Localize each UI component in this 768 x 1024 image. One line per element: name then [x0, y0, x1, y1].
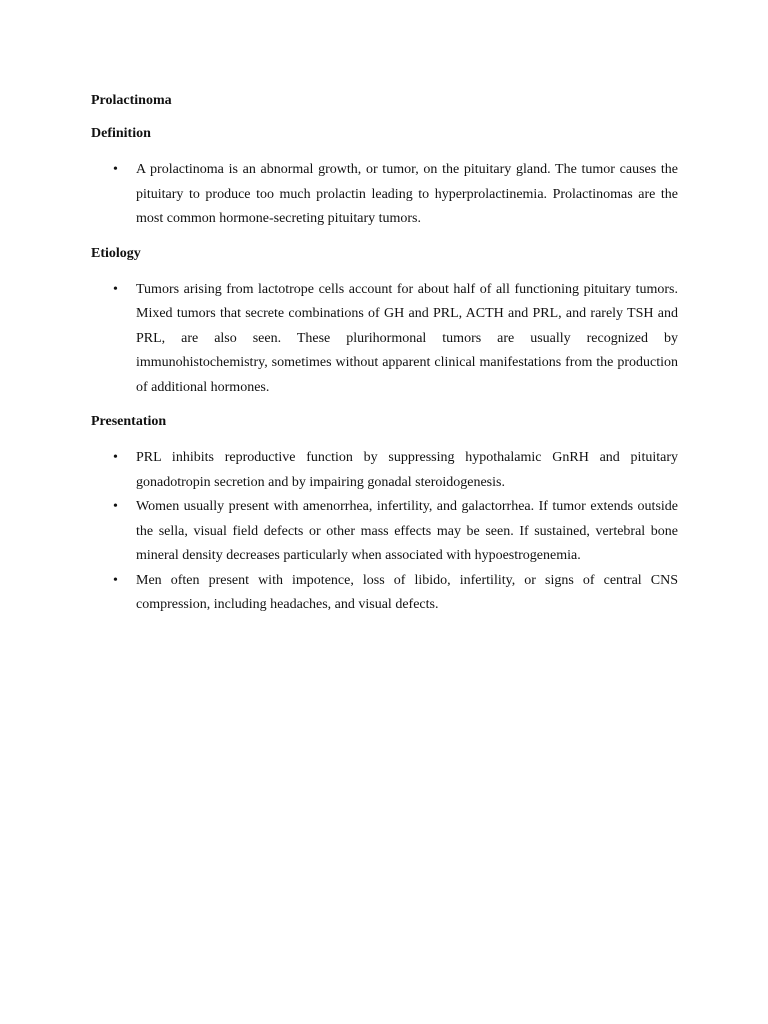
bullet-text: Women usually present with amenorrhea, infertility, and galactorrhea. If tumor extends outside the sella, visual field defects or other mass effects may be seen. If sustained, vertebral bone mineral density decreases particularly when associated with hypoestrogenemia.	[136, 499, 678, 563]
list-item	[91, 158, 678, 232]
bullet-icon: •	[113, 572, 118, 588]
section-heading-etiology: Etiology	[91, 245, 141, 261]
bullet-list-presentation	[91, 446, 678, 618]
section-presentation	[91, 412, 678, 618]
document-title: Prolactinoma	[91, 93, 172, 108]
bullet-icon: •	[113, 450, 118, 465]
bullet-text: PRL inhibits reproductive function by suppressing hypothalamic GnRH and pituitary gonadotropin secretion and by impairing gonadal steroidogenesis.	[136, 450, 678, 490]
bullet-list-definition	[91, 158, 678, 232]
bullet-text: A prolactinoma is an abnormal growth, or tumor, on the pituitary gland. The tumor causes the pituitary to produce too much prolactin leading to hyperprolactinemia. Prolactinomas are the most common hormone-secreting pituitary tumors.	[136, 162, 678, 226]
bullet-text: Men often present with impotence, loss of libido, infertility, or signs of central CNS compression, including headaches, and visual defects.	[136, 572, 678, 612]
list-item	[91, 495, 678, 569]
list-item	[91, 446, 678, 495]
bullet-icon: •	[113, 281, 118, 297]
list-item	[91, 569, 678, 618]
section-heading-definition: Definition	[91, 126, 151, 141]
bullet-icon: •	[113, 499, 118, 514]
bullet-list-etiology	[91, 278, 678, 401]
section-definition	[91, 124, 678, 232]
bullet-icon: •	[113, 162, 118, 177]
section-heading-presentation: Presentation	[91, 414, 167, 429]
document-body	[91, 91, 678, 630]
list-item	[91, 278, 678, 401]
section-etiology	[91, 244, 678, 401]
bullet-text: Tumors arising from lactotrope cells account for about half of all functioning pituitary tumors. Mixed tumors that secrete combinations of GH and PRL, ACTH and PRL, and rarely TSH and PRL, are also seen. These plurihormonal tumors are usually recognized by immunohistochemistry, sometimes without apparent clinical manifestations from the production of additional hormones.	[136, 281, 678, 395]
